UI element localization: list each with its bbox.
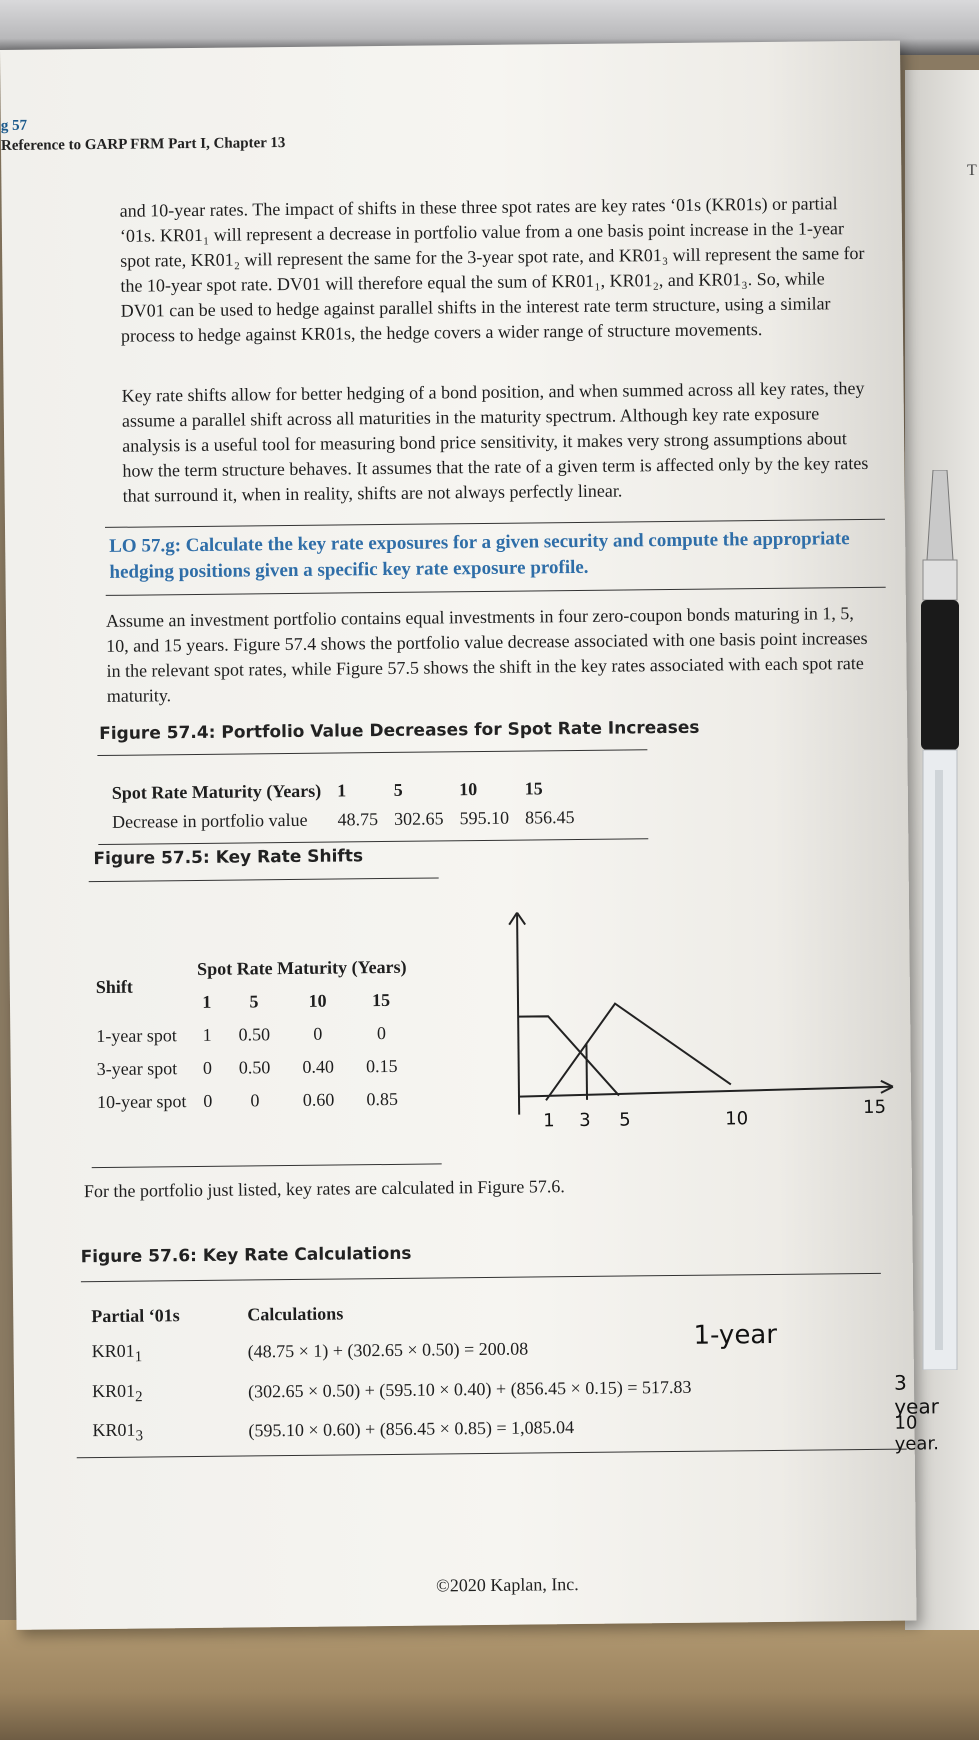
figure-57-5-title: Figure 57.5: Key Rate Shifts bbox=[93, 846, 364, 870]
sketch-y-axis bbox=[517, 915, 519, 1115]
paragraph-key-rates-intro: and 10-year rates. The impact of shifts in these three spot rates are key rates ‘01s (KR01s) or partial ‘01s. KR01₁ will represent a decrease in portfolio value from a one basis point increase in the 1-year spot rate, KR01₂ will represent the same for the 3-year spot rate, and KR01₃ will represent the same for the 10-year spot rate. DV01 will therefore equal the sum of KR01₁, KR01₂, and KR01₃. So, while DV01 can be used to hedge against parallel shifts in the interest rate term structure, using a similar process to hedge against KR01s, the hedge covers a wider range of structure movements. bbox=[119, 193, 865, 346]
table-cell: 0 bbox=[313, 1023, 323, 1044]
table-cell: 48.75 bbox=[337, 809, 379, 830]
sketch-axes bbox=[509, 909, 893, 1115]
divider bbox=[106, 587, 886, 596]
figure-57-5-table bbox=[89, 951, 414, 1119]
table-rule bbox=[92, 1163, 442, 1168]
paragraph-key-rates-calc: For the portfolio just listed, key rates are calculated in Figure 57.6. bbox=[83, 1176, 565, 1202]
book-page bbox=[0, 41, 940, 1630]
tick-label: 15 bbox=[863, 1096, 887, 1119]
maturity-header: 10 bbox=[308, 990, 327, 1011]
handwritten-note-10year: 10 year. bbox=[894, 1412, 939, 1455]
table-cell: 0 bbox=[203, 1090, 213, 1111]
table-header-row bbox=[89, 951, 412, 987]
maturity-header: 1 bbox=[202, 991, 212, 1012]
maturity-header: 5 bbox=[393, 779, 403, 800]
kr01-label: KR01 bbox=[91, 1380, 136, 1401]
figure-57-6-table bbox=[83, 1291, 915, 1453]
table-cell: 856.45 bbox=[524, 807, 575, 828]
tick-label: 5 bbox=[619, 1109, 631, 1131]
calculation-cell: (302.65 × 0.50) + (595.10 × 0.40) + (856.45 × 0.15) = 517.83 bbox=[247, 1376, 692, 1402]
column-header: Spot Rate Maturity (Years) bbox=[111, 780, 322, 803]
table-cell: 0 bbox=[250, 1090, 260, 1111]
maturity-header: 1 bbox=[337, 780, 347, 801]
sketch-line-1yr bbox=[518, 1016, 619, 1097]
row-label: Decrease in portfolio value bbox=[111, 809, 308, 832]
hand-drawn-sketch bbox=[489, 901, 911, 1145]
table-row bbox=[84, 1405, 914, 1453]
kr01-label: KR01 bbox=[91, 1340, 135, 1362]
table-cell: 0.85 bbox=[366, 1088, 398, 1110]
table-row bbox=[90, 1017, 413, 1053]
maturity-header: 10 bbox=[459, 779, 478, 800]
partial-01s-header: Partial ‘01s bbox=[91, 1305, 180, 1327]
figure-57-4-table bbox=[104, 774, 583, 837]
calculations-header: Calculations bbox=[247, 1303, 344, 1325]
table-cell: 0.15 bbox=[365, 1055, 398, 1077]
maturity-group-header: Spot Rate Maturity (Years) bbox=[197, 956, 407, 979]
table-cell: 0.50 bbox=[238, 1024, 271, 1045]
learning-objective: LO 57.g: Calculate the key rate exposures for a given security and compute the appropriate hedging positions given a specific key rate exposure profile. bbox=[109, 528, 850, 583]
tick-label: 10 bbox=[725, 1108, 749, 1130]
pen-icon bbox=[905, 470, 975, 1370]
table-rule bbox=[81, 1273, 881, 1282]
table-cell: 0.60 bbox=[302, 1089, 335, 1110]
row-label bbox=[84, 1372, 240, 1413]
maturity-header: 5 bbox=[249, 991, 259, 1012]
row-label bbox=[84, 1412, 240, 1453]
figure-57-4-title: Figure 57.4: Portfolio Value Decreases for Spot Rate Increases bbox=[99, 717, 700, 744]
table-row bbox=[91, 1050, 414, 1086]
handwritten-note-3year: 3 year bbox=[893, 1370, 940, 1419]
sketch-arrow bbox=[517, 913, 525, 925]
kr01-subscript: 2 bbox=[135, 1388, 143, 1405]
kr01-label: KR01 bbox=[92, 1419, 136, 1441]
page-number: g 57 bbox=[0, 117, 28, 134]
shift-header: Shift bbox=[95, 976, 133, 997]
chapter-reference: Reference to GARP FRM Part I, Chapter 13 bbox=[0, 135, 286, 154]
table-cell: 0.50 bbox=[238, 1057, 271, 1078]
row-label: 3-year spot bbox=[96, 1058, 178, 1080]
table-rule bbox=[97, 749, 647, 756]
sketch-arrow bbox=[509, 913, 517, 925]
handwritten-note-1year: 1-year bbox=[693, 1319, 778, 1351]
table-cell: 595.10 bbox=[459, 807, 510, 829]
tick-label: 1 bbox=[543, 1110, 555, 1132]
paragraph-portfolio: Assume an investment portfolio contains equal investments in four zero-coupon bonds maturing in 1, 5, 10, and 15 years. Figure 57.4 shows the portfolio value decrease associated with one basis point increases in the relevant spot rates, while Figure 57.5 shows the shift in the key rates associated with each spot rate maturity. bbox=[105, 603, 868, 706]
sketch-line-3yr bbox=[545, 1002, 731, 1100]
sketch-tick bbox=[586, 1044, 587, 1100]
maturity-header: 15 bbox=[371, 989, 391, 1011]
table-cell: 0 bbox=[376, 1023, 387, 1044]
table-rule bbox=[89, 877, 439, 882]
table-cell: 302.65 bbox=[393, 808, 444, 829]
table-cell: 1 bbox=[202, 1024, 212, 1045]
maturity-header: 15 bbox=[524, 778, 543, 799]
table-rule bbox=[98, 838, 648, 845]
sketch-x-axis bbox=[519, 1087, 891, 1097]
figure-57-6-title: Figure 57.6: Key Rate Calculations bbox=[80, 1243, 412, 1268]
table-cell: 0.40 bbox=[302, 1056, 335, 1077]
sketch-tick-labels bbox=[543, 1097, 886, 1132]
desk-surface bbox=[0, 1620, 979, 1740]
kr01-subscript: 3 bbox=[135, 1428, 144, 1445]
row-label: 10-year spot bbox=[96, 1091, 187, 1113]
row-label bbox=[83, 1333, 239, 1374]
paragraph-key-rate-shifts: Key rate shifts allow for better hedging of a bond position, and when summed across all key rates, they assume a parallel shift across all maturities in the maturity spectrum. Although key rate exposure analysis is a useful tool for measuring bond price sensitivity, it makes very strong assumptions about how the term structure behaves. It assumes that the rate of a given term is affected only by the key rates that surround it, when in reality, shifts are not always perfectly linear. bbox=[121, 377, 869, 506]
tick-label: 3 bbox=[579, 1109, 591, 1131]
table-row bbox=[91, 1083, 414, 1119]
table-cell: 0 bbox=[202, 1057, 213, 1078]
calculation-cell: (48.75 × 1) + (302.65 × 0.50) = 200.08 bbox=[247, 1338, 529, 1362]
table-row bbox=[104, 803, 583, 837]
kr01-subscript: 1 bbox=[134, 1349, 143, 1366]
calculation-cell: (595.10 × 0.60) + (856.45 × 0.85) = 1,085.04 bbox=[248, 1417, 575, 1441]
facing-page-letter: T bbox=[967, 162, 977, 179]
row-label: 1-year spot bbox=[96, 1025, 177, 1047]
copyright-footer: ©2020 Kaplan, Inc. bbox=[435, 1574, 579, 1596]
